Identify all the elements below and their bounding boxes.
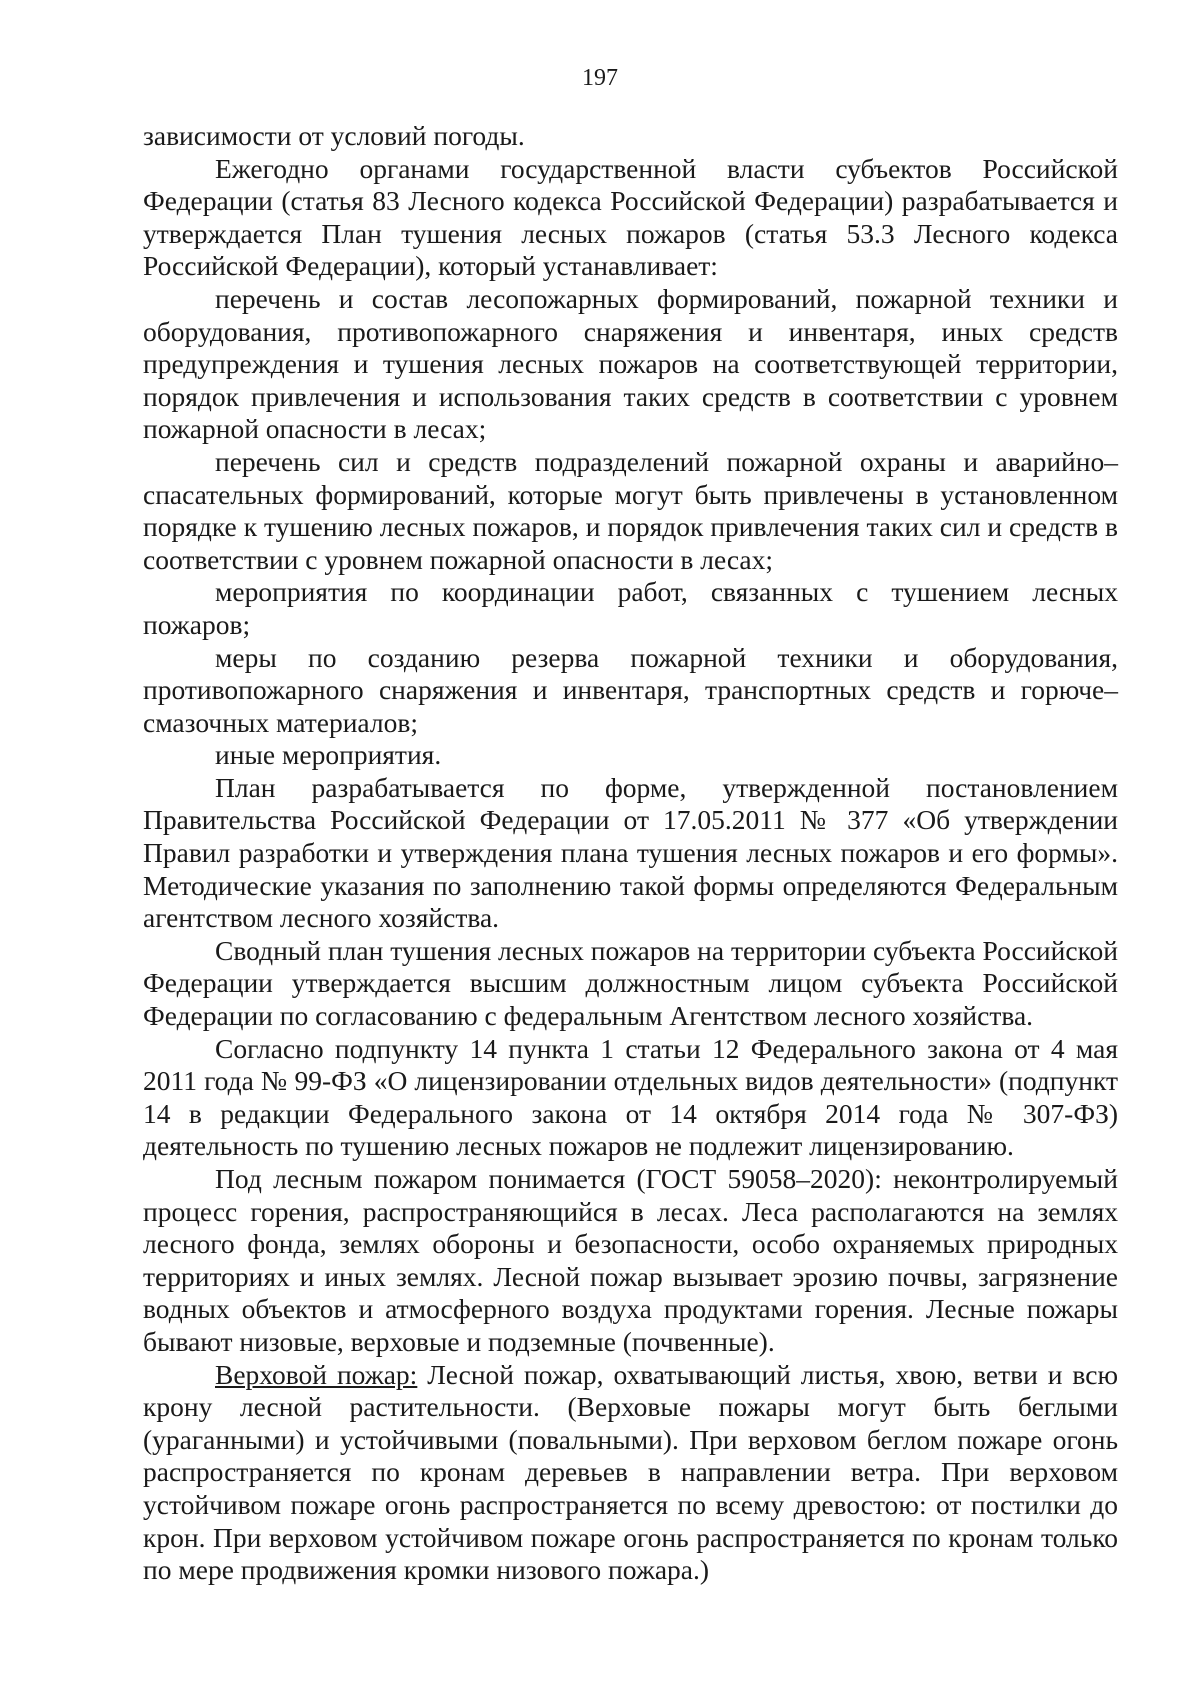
page-number: 197 [582,65,618,91]
paragraph-crown-fire [143,1359,1118,1587]
paragraph-summary-plan: Сводный план тушения лесных пожаров на территории субъекта Российской Федерации утверждается высшим должностным лицом субъекта Российской Федерации по согласованию с федеральным Агентством лесного хозяйства. [143,934,1118,1032]
paragraph-licensing: Согласно подпункту 14 пункта 1 статьи 12 Федерального закона от 4 мая 2011 года № 99-ФЗ «О лицензировании отдельных видов деятельности» (подпункт 14 в редакции Федерального закона от 14 октября 2014 года № 307-ФЗ) деятельность по тушению лесных пожаров не подлежит лицензированию. [143,1032,1118,1162]
list-item-coordination: мероприятия по координации работ, связанных с тушением лесных пожаров; [143,576,1118,640]
list-item-formations: перечень и состав лесопожарных формирований, пожарной техники и оборудования, противопожарного снаряжения и инвентаря, иных средств предупреждения и тушения лесных пожаров на соответствующей территории, порядок привлечения и использования таких средств в соответствии с уровнем пожарной опасности в лесах; [143,282,1118,445]
list-item-forces: перечень сил и средств подразделений пожарной охраны и аварийно–спасательных формирований, которые могут быть привлечены в установленном порядке к тушению лесных пожаров, и порядок привлечения таких сил и средств в соответствии с уровнем пожарной опасности в лесах; [143,445,1118,575]
list-item-reserve: меры по созданию резерва пожарной техники и оборудования, противопожарного снаряжения и инвентаря, транспортных средств и горюче–смазочных материалов; [143,641,1118,738]
crown-fire-definition: Лесной пожар, охватывающий листья, хвою, ветви и всю крону лесной растительности. (Верховые пожары могут быть беглыми (ураганными) и устойчивыми (повальными). При верховом беглом пожаре огонь распространяется по кронам деревьев в направлении ветра. При верховом устойчивом пожаре огонь распространяется по всему древостою: от постилки до крон. При верховом устойчивом пожаре огонь распространяется по кронам только по мере продвижения кромки низового пожара.) [143,1358,1118,1586]
paragraph-continuation: зависимости от условий погоды. [143,120,525,151]
paragraph-plan-form: План разрабатывается по форме, утвержденной постановлением Правительства Российской Федерации от 17.05.2011 № 377 «Об утверждении Правил разработки и утверждения плана тушения лесных пожаров и его формы». Методические указания по заполнению такой формы определяются Федеральным агентством лесного хозяйства. [143,771,1118,934]
term-crown-fire: Верховой пожар: [215,1358,418,1390]
body-text [143,120,1118,1587]
list-item-other: иные мероприятия. [215,739,442,771]
paragraph-plan-approval: Ежегодно органами государственной власти субъектов Российской Федерации (статья 83 Лесного кодекса Российской Федерации) разрабатывается и утверждается План тушения лесных пожаров (статья 53.3 Лесного кодекса Российской Федерации), который устанавливает: [143,152,1118,282]
paragraph-forest-fire-definition: Под лесным пожаром понимается (ГОСТ 59058–2020): неконтролируемый процесс горения, распространяющийся в лесах. Леса располагаются на землях лесного фонда, землях обороны и безопасности, особо охраняемых природных территориях и иных землях. Лесной пожар вызывает эрозию почвы, загрязнение водных объектов и атмосферного воздуха продуктами горения. Лесные пожары бывают низовые, верховые и подземные (почвенные). [143,1163,1118,1357]
